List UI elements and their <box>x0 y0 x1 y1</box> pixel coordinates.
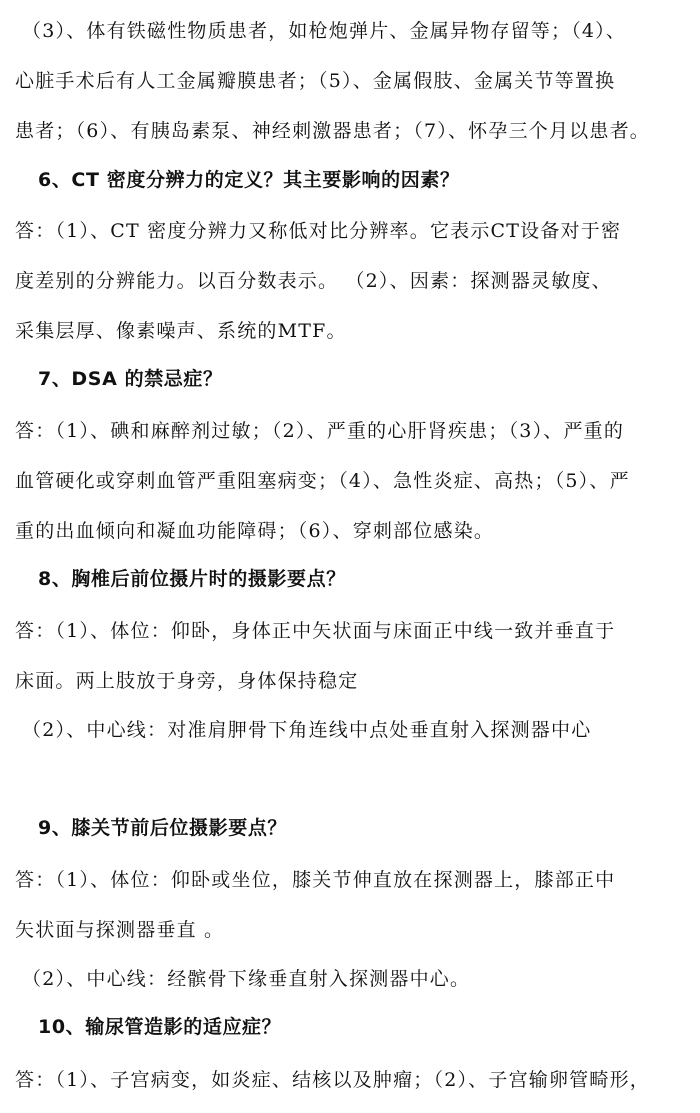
answer-line: （2）、中心线：对准肩胛骨下角连线中点处垂直射入探测器中心 <box>22 719 592 741</box>
question-7-title: 7、DSA 的禁忌症？ <box>38 368 223 390</box>
answer-line: 重的出血倾向和凝血功能障碍；（6）、穿刺部位感染。 <box>15 520 495 542</box>
answer-line: （2）、中心线：经髌骨下缘垂直射入探测器中心。 <box>22 968 471 990</box>
answer-line: 矢状面与探测器垂直 。 <box>15 919 225 941</box>
answer-line: 答：（1）、CT 密度分辨力又称低对比分辨率。它表示CT设备对于密 <box>15 220 622 242</box>
answer-line: 血管硬化或穿刺血管严重阻塞病变；（4）、急性炎症、高热；（5）、严 <box>15 470 630 492</box>
answer-line: 答：（1）、碘和麻醉剂过敏；（2）、严重的心肝肾疾患；（3）、严重的 <box>15 420 625 442</box>
answer-line: 答：（1）、体位：仰卧，身体正中矢状面与床面正中线一致并垂直于 <box>15 620 616 642</box>
question-9-title: 9、膝关节前后位摄影要点？ <box>38 817 288 839</box>
answer-line: 度差别的分辨能力。以百分数表示。 （2）、因素：探测器灵敏度、 <box>15 270 612 292</box>
answer-line: 采集层厚、像素噪声、系统的MTF。 <box>15 320 347 342</box>
answer-line: 床面。两上肢放于身旁，身体保持稳定 <box>15 670 359 692</box>
text-line: （3）、体有铁磁性物质患者，如枪炮弹片、金属异物存留等；（4）、 <box>22 20 627 42</box>
answer-line: 答：（1）、体位：仰卧或坐位，膝关节伸直放在探测器上，膝部正中 <box>15 869 616 891</box>
text-line: 患者；（6）、有胰岛素泵、神经刺激器患者；（7）、怀孕三个月以患者。 <box>15 120 650 142</box>
answer-line: 答：（1）、子宫病变，如炎症、结核以及肿瘤；（2）、子宫输卵管畸形， <box>15 1069 650 1091</box>
text-line: 心脏手术后有人工金属瓣膜患者；（5）、金属假肢、金属关节等置换 <box>15 70 616 92</box>
question-6-title: 6、CT 密度分辨力的定义？其主要影响的因素？ <box>38 169 460 191</box>
question-8-title: 8、胸椎后前位摄片时的摄影要点？ <box>38 568 346 590</box>
question-10-title: 10、输尿管造影的适应症？ <box>38 1016 282 1038</box>
